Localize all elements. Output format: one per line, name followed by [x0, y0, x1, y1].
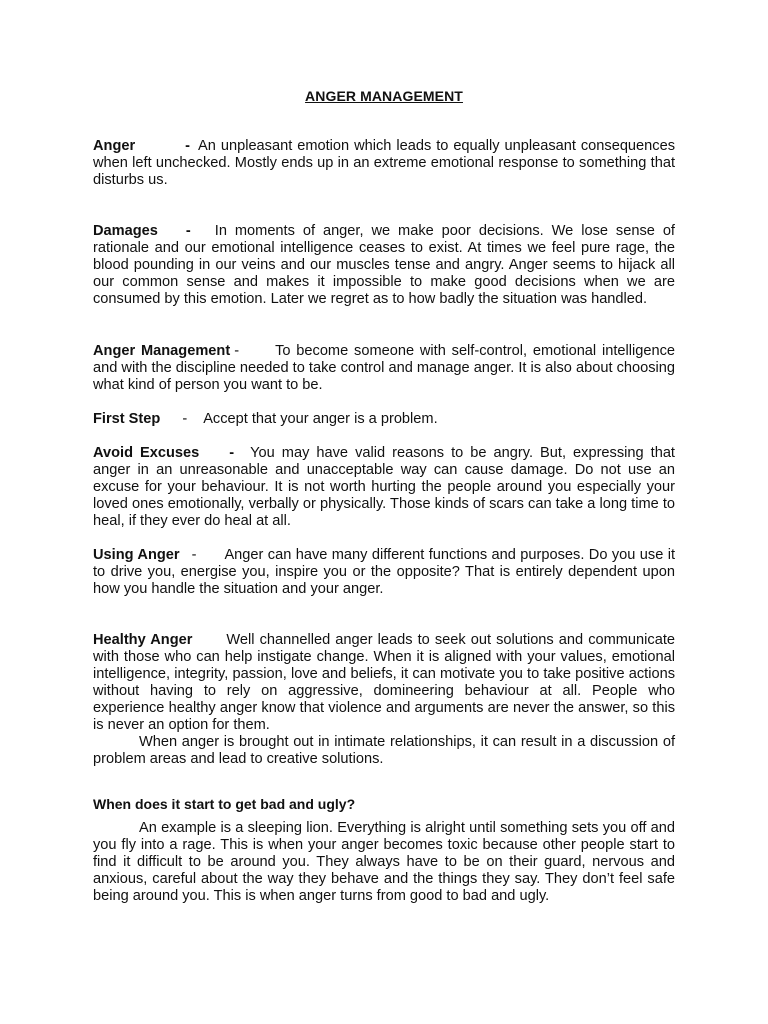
- section-first-step: [93, 411, 675, 428]
- term-healthy-anger: Healthy Anger: [93, 632, 193, 648]
- document-title: ANGER MANAGEMENT: [305, 88, 463, 104]
- definition-first-step: Accept that your anger is a problem.: [203, 411, 438, 427]
- section-using-anger: [93, 547, 675, 598]
- term-avoid-excuses: Avoid Excuses: [93, 445, 200, 461]
- definition-damages: In moments of anger, we make poor decisions. We lose sense of rationale and our emotional intelligence ceases to exist. At times we feel pure rage, the blood pounding in our veins and our muscles tense and angry. Anger seems to hijack all our common sense and makes it impossible to make good decisions when we are consumed by this emotion. Later we regret as to how badly the situation was handled.: [93, 223, 675, 307]
- separator: -: [229, 445, 235, 461]
- question-answer: An example is a sleeping lion. Everything is alright until something sets you off and you fly into a rage. This is when your anger becomes toxic because other people start to find it difficult to be around you. They always have to be on their guard, nervous and anxious, careful about the way they behave and the things they say. They don’t feel safe being around you. This is when anger turns from good to bad and ugly.: [93, 820, 675, 904]
- term-first-step: First Step: [93, 411, 161, 427]
- separator: -: [191, 547, 197, 563]
- definition-anger: An unpleasant emotion which leads to equally unpleasant consequences when left unchecked. Mostly ends up in an extreme emotional response to something that disturbs us.: [93, 138, 675, 188]
- question-heading: When does it start to get bad and ugly?: [93, 796, 356, 812]
- term-using-anger: Using Anger: [93, 547, 180, 563]
- healthy-anger-continuation: When anger is brought out in intimate relationships, it can result in a discussion of problem areas and lead to creative solutions.: [93, 734, 675, 767]
- term-anger: Anger: [93, 138, 136, 154]
- separator: -: [234, 343, 240, 359]
- term-anger-management: Anger Management: [93, 343, 231, 359]
- definition-avoid-excuses: You may have valid reasons to be angry. But, expressing that anger in an unreasonable and unacceptable way can cause damage. Do not use an excuse for your behaviour. It is not worth hurting the people around you especially your loved ones emotionally, verbally or physically. Those kinds of scars can take a long time to heal, if they ever do heal at all.: [93, 445, 675, 529]
- section-avoid-excuses: [93, 445, 675, 530]
- separator: -: [185, 138, 191, 154]
- section-damages: [93, 223, 675, 308]
- definition-anger-management: To become someone with self-control, emotional intelligence and with the discipline needed to take control and manage anger. It is also about choosing what kind of person you want to be.: [93, 343, 675, 393]
- separator: -: [185, 223, 191, 239]
- definition-using-anger: Anger can have many different functions and purposes. Do you use it to drive you, energise you, inspire you or the opposite? That is entirely dependent upon how you handle the situation and your anger.: [93, 547, 676, 597]
- section-healthy-anger: [93, 632, 675, 734]
- section-anger-management: [93, 343, 675, 394]
- section-anger: [93, 138, 675, 189]
- term-damages: Damages: [93, 223, 158, 239]
- definition-healthy-anger: Well channelled anger leads to seek out solutions and communicate with those who can help instigate change. When it is aligned with your values, emotional intelligence, integrity, passion, love and beliefs, it can motivate you to take positive actions without having to rely on aggressive, domineering behaviour at all. People who experience healthy anger know that violence and arguments are never the answer, so this is never an option for them.: [93, 632, 675, 733]
- separator: -: [182, 411, 188, 427]
